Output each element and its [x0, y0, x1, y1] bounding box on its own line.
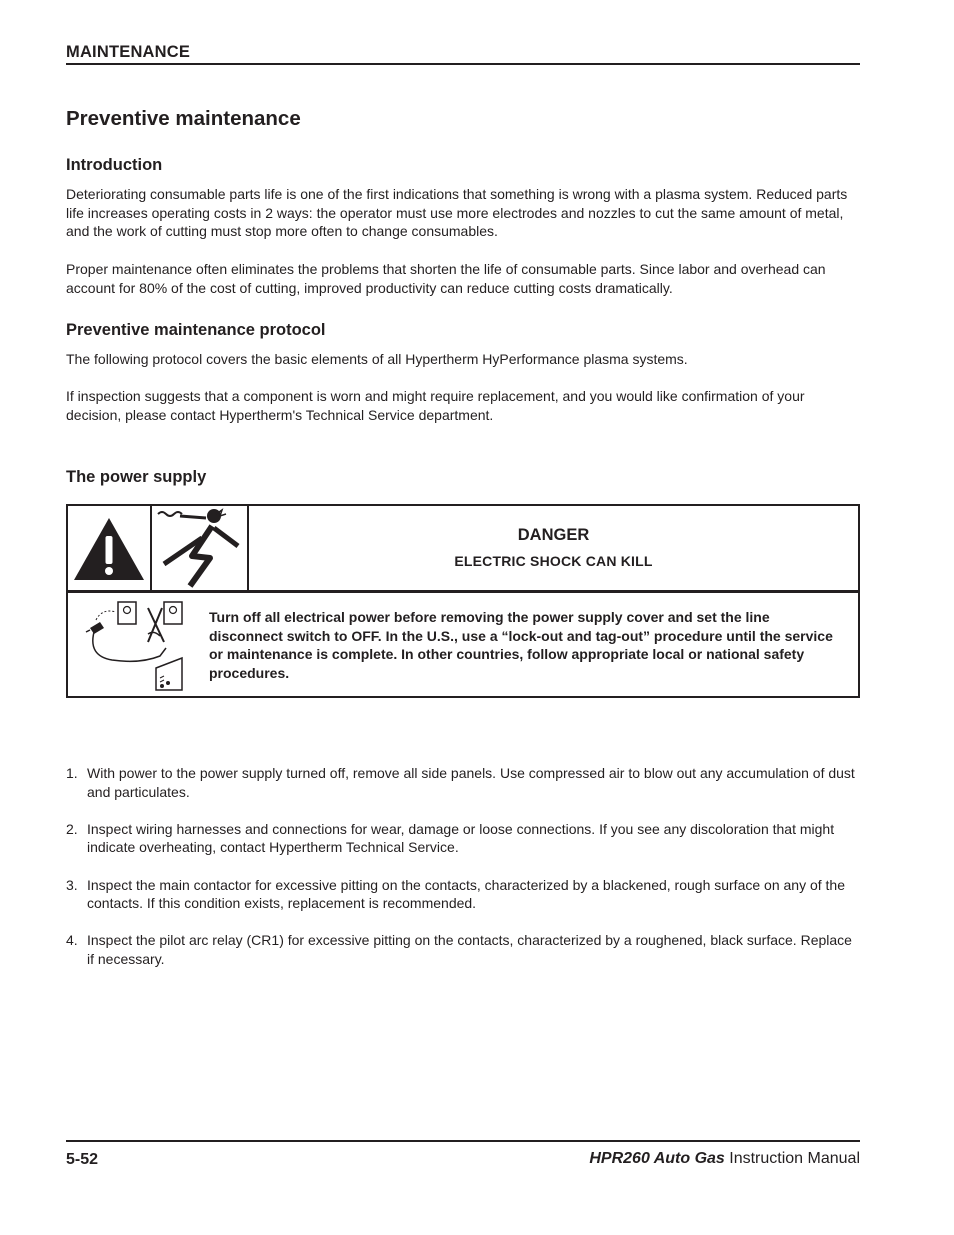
list-item	[66, 764, 860, 801]
step-number: 1.	[66, 765, 78, 781]
list-item	[66, 931, 860, 968]
danger-header-row	[68, 506, 858, 593]
list-item	[66, 820, 860, 857]
footer-rule	[66, 1140, 860, 1142]
step-number: 2.	[66, 820, 78, 837]
step-number: 4.	[66, 932, 78, 949]
power-supply-heading: The power supply	[66, 468, 207, 486]
electric-shock-icon	[152, 506, 249, 590]
step-number: 3.	[66, 876, 78, 893]
danger-instructions: Turn off all electrical power before removing the power supply cover and set the line disconnect switch to OFF. In the U.S., use a “lock-out and tag-out” procedure until the service or maintenance is complete. In other countries, follow appropriate local or national safety procedures.	[209, 609, 833, 681]
step-text: Inspect the main contactor for excessive pitting on the contacts, characterized by a blackened, rough surface on any of the contacts. If this condition exists, replacement is recommended.	[87, 876, 845, 912]
header-rule	[66, 63, 860, 65]
protocol-paragraph-2: If inspection suggests that a component is worn and might require replacement, and you would like confirmation of your decision, please contact Hypertherm's Technical Service department.	[66, 388, 805, 423]
intro-paragraph-2: Proper maintenance often eliminates the problems that shorten the life of consumable parts. Since labor and overhead can account for 80% of the cost of cutting, improved productivity can reduce cutting costs dramatically.	[66, 261, 826, 296]
danger-label: DANGER	[517, 526, 590, 544]
protocol-heading: Preventive maintenance protocol	[66, 321, 326, 339]
power-supply-steps	[66, 764, 860, 987]
intro-paragraph-1: Deteriorating consumable parts life is one of the first indications that something is wrong with a plasma system. Reduced parts life increases operating costs in 2 ways: the operator must use more electrodes and nozzles to cut the same amount of metal, and the work of cutting must stop more often to change consumables.	[66, 186, 848, 240]
product-name: HPR260 Auto Gas	[589, 1150, 725, 1167]
list-item	[66, 876, 860, 913]
manual-title	[589, 1150, 860, 1168]
step-text: With power to the power supply turned off, remove all side panels. Use compressed air to blow out any accumulation of dust and particulates.	[87, 765, 855, 800]
danger-subtitle: ELECTRIC SHOCK CAN KILL	[454, 553, 653, 569]
protocol-paragraph-1: The following protocol covers the basic elements of all Hypertherm HyPerformance plasma systems.	[66, 351, 688, 367]
intro-heading: Introduction	[66, 156, 163, 174]
warning-triangle-icon	[68, 506, 152, 590]
manual-label: Instruction Manual	[729, 1150, 860, 1167]
page-title: Preventive maintenance	[66, 107, 301, 130]
step-text: Inspect the pilot arc relay (CR1) for excessive pitting on the contacts, characterized by a roughened, black surface. Replace if necessary.	[87, 932, 852, 967]
danger-notice	[66, 504, 860, 698]
danger-heading-block	[249, 506, 858, 590]
disconnect-power-icon	[82, 598, 194, 694]
step-text: Inspect wiring harnesses and connections for wear, damage or loose connections. If you see any discoloration that might indicate overheating, contact Hypertherm Technical Service.	[87, 820, 835, 856]
page-number: 5-52	[66, 1151, 99, 1168]
section-header: MAINTENANCE	[66, 43, 191, 61]
